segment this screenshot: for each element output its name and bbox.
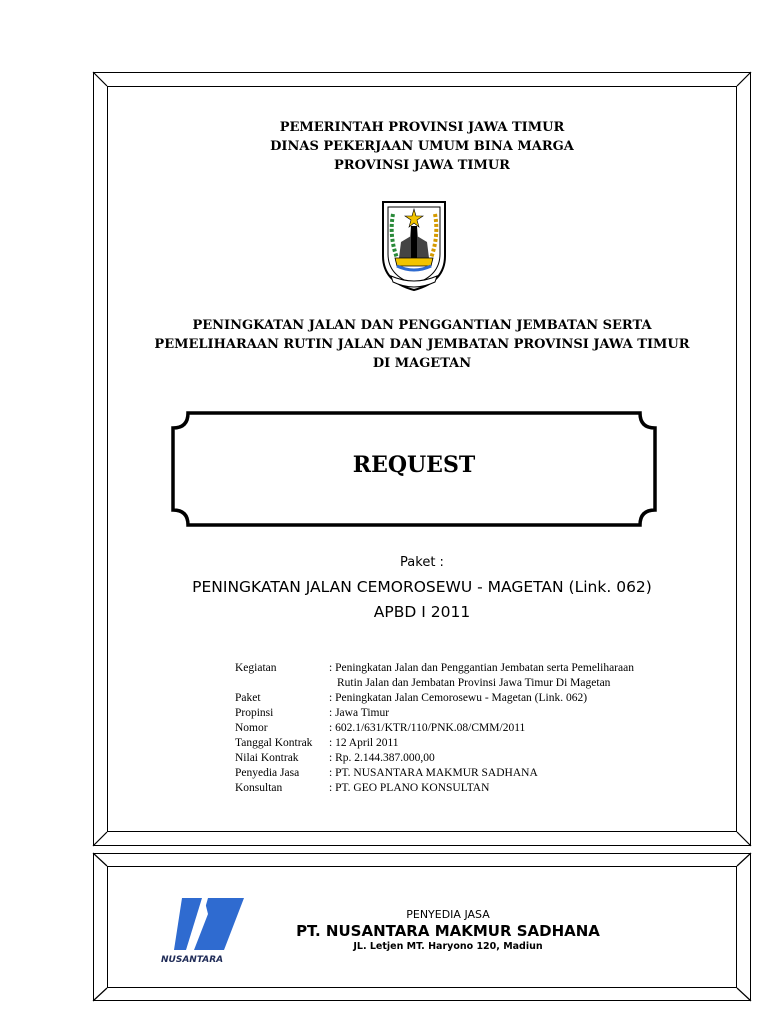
project-title-line-2: PEMELIHARAAN RUTIN JALAN DAN JEMBATAN PROVINSI JAWA TIMUR	[154, 337, 690, 352]
project-title-line-1: PENINGKATAN JALAN DAN PENGGANTIAN JEMBATAN SERTA	[192, 318, 652, 333]
header-line-3: PROVINSI JAWA TIMUR	[334, 158, 510, 173]
detail-value	[329, 661, 715, 691]
nusantara-logo-text: NUSANTARA	[161, 955, 224, 965]
east-java-emblem-icon	[377, 196, 451, 292]
detail-label: Paket	[235, 692, 261, 704]
contract-details	[235, 661, 715, 796]
project-title	[107, 316, 737, 373]
detail-label: Kegiatan	[235, 662, 277, 674]
detail-row	[235, 751, 715, 766]
package-name: PENINGKATAN JALAN CEMOROSEWU - MAGETAN (Link. 062)	[192, 578, 652, 596]
detail-value-line-1: : Peningkatan Jalan dan Penggantian Jembatan serta Pemeliharaan	[329, 662, 634, 674]
government-header	[107, 118, 737, 175]
detail-row	[235, 736, 715, 751]
project-title-line-3: DI MAGETAN	[372, 356, 472, 371]
package-budget: APBD I 2011	[373, 603, 471, 621]
detail-row	[235, 691, 715, 706]
detail-value: : Peningkatan Jalan Cemorosewu - Magetan (Link. 062)	[329, 692, 588, 704]
package-label: Paket :	[400, 555, 444, 570]
detail-row	[235, 721, 715, 736]
detail-label: Propinsi	[235, 707, 274, 719]
provider-name: PT. NUSANTARA MAKMUR SADHANA	[296, 922, 600, 940]
detail-row	[235, 781, 715, 796]
header-line-1: PEMERINTAH PROVINSI JAWA TIMUR	[279, 120, 565, 135]
detail-label: Konsultan	[235, 782, 283, 794]
detail-value: : PT. NUSANTARA MAKMUR SADHANA	[329, 767, 538, 779]
detail-value: : Jawa Timur	[329, 707, 390, 719]
detail-value-line-2: Rutin Jalan dan Jembatan Provinsi Jawa Timur Di Magetan	[337, 677, 611, 689]
detail-value: : 12 April 2011	[329, 737, 399, 749]
provider-label: PENYEDIA JASA	[406, 908, 490, 921]
detail-label: Nilai Kontrak	[235, 752, 299, 764]
detail-value: : 602.1/631/KTR/110/PNK.08/CMM/2011	[329, 722, 526, 734]
detail-row	[235, 766, 715, 781]
detail-label: Nomor	[235, 722, 268, 734]
header-line-2: DINAS PEKERJAAN UMUM BINA MARGA	[270, 139, 574, 154]
detail-row	[235, 706, 715, 721]
detail-label: Tanggal Kontrak	[235, 737, 313, 749]
detail-value: : PT. GEO PLANO KONSULTAN	[329, 782, 490, 794]
detail-row	[235, 661, 715, 691]
provider-address: JL. Letjen MT. Haryono 120, Madiun	[353, 941, 543, 952]
document-type-title: REQUEST	[352, 452, 476, 478]
detail-value: : Rp. 2.144.387.000,00	[329, 752, 435, 764]
detail-label: Penyedia Jasa	[235, 767, 300, 779]
